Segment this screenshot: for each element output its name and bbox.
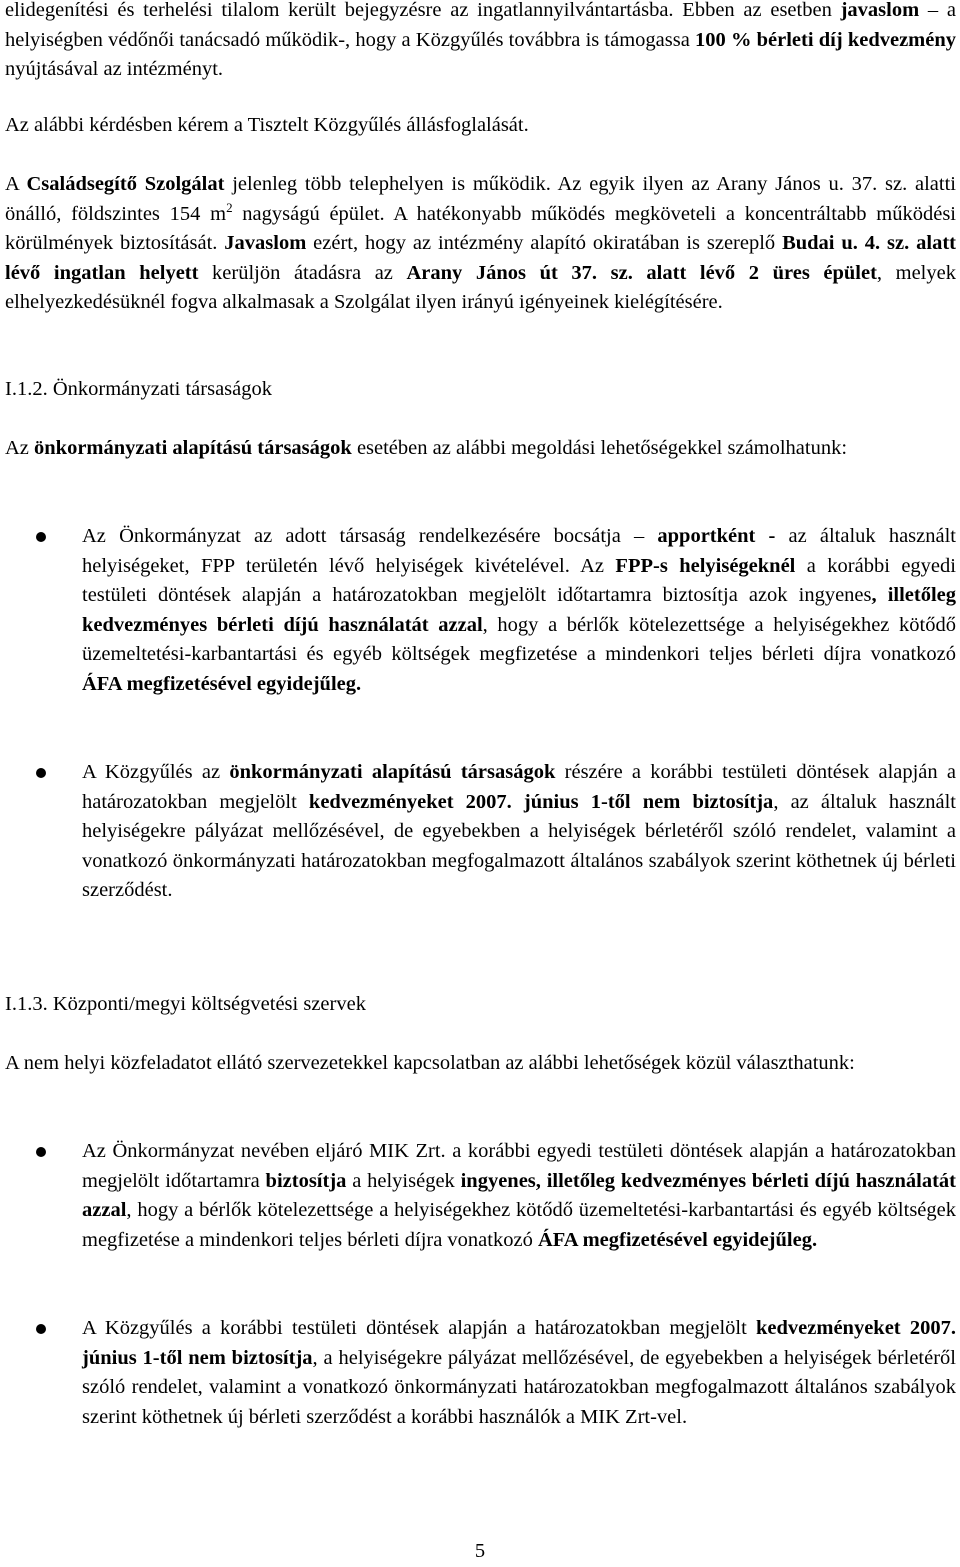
text-run: A Közgyűlés az [82, 761, 230, 783]
bold-run: Arany János út 37. sz. alatt lévő 2 üres épület [406, 261, 877, 284]
bold-run: biztosítja [265, 1169, 347, 1192]
bold-run: kedvezményeket 2007. június 1-től nem biztosítja [82, 1317, 956, 1369]
bold-run: önkormányzati alapítású társaságok [229, 761, 556, 783]
section-heading-onkormanyzati-tarsasagok: I.1.2. Önkormányzati társaságok [5, 378, 272, 400]
paragraph-csaladsegito [5, 170, 956, 318]
text-run: , melyek elhelyezkedésüknél fogva alkalmasak a Szolgálat ilyen irányú igényeinek kielégítésére. [5, 261, 956, 313]
bold-run: , illetőleg kedvezményes bérleti díjú használatát azzal [82, 584, 956, 636]
bold-run: FPP-s helyiségeknél [615, 554, 796, 577]
text-run: – a helyiségben védőnői tanácsadó működik-, hogy a Közgyűlés továbbra is támogassa [5, 0, 956, 51]
bold-run: önkormányzati alapítású társaságok [34, 437, 352, 459]
superscript: 2 [226, 199, 233, 215]
bullet-dot [36, 1147, 46, 1157]
text-run: , az általuk használt helyiségekre pályázat mellőzésével, de egyebekben a helyiségek bérletéről szóló rendelet, valamint a vonatkozó önkormányzati határozatokban megfogalmazott általános szabályok szerint köthetnek új bérleti szerződést. [82, 790, 956, 901]
paragraph-tarsasagok-intro [5, 434, 956, 464]
text-run: , hogy a bérlők kötelezettsége a helyiségekhez kötődő üzemeltetési-karbantartási és egyéb költségek megfizetése a mindenkori teljes bérleti díjra vonatkozó [82, 613, 956, 665]
paragraph-intezmeny-kedvezmeny [5, 0, 956, 85]
list-item-kozgyules-kedvezmenyek [82, 1314, 956, 1432]
text-run: Az [5, 437, 35, 459]
text-run: , hogy a bérlők kötelezettsége a helyiségekhez kötődő üzemeltetési-karbantartási és egyéb költségek megfizetése a mindenkori teljes bérleti díjra vonatkozó [82, 1199, 956, 1251]
bold-run: Budai u. 4. sz. alatt lévő ingatlan helyett [5, 232, 956, 284]
paragraph-allasfoglalas: Az alábbi kérdésben kérem a Tisztelt Közgyűlés állásfoglalását. [5, 114, 529, 136]
text-run: részére a korábbi testületi döntések alapján a határozatokban megjelölt [82, 761, 957, 813]
text-run: kerüljön átadásra az [198, 261, 407, 284]
text-run: a korábbi egyedi testületi döntések alapján a határozatokban megjelölt időtartamra biztosítja azok ingyenes [82, 554, 956, 606]
list-item-mik-zrt [82, 1137, 956, 1255]
bold-run: Családsegítő Szolgálat [26, 173, 225, 195]
bold-run: Javaslom [224, 232, 307, 254]
text-run: Az Önkormányzat az adott társaság rendelkezésére bocsátja – [82, 525, 658, 547]
text-run: esetében az alábbi megoldási lehetőségekkel számolhatunk: [351, 437, 848, 459]
bold-run: ÁFA megfizetésével egyidejűleg. [82, 672, 362, 695]
list-item-kozgyules-tarsasagok [82, 758, 956, 906]
list-item-apport [82, 522, 956, 699]
bold-run: 100 % bérleti díj kedvezmény [695, 28, 957, 51]
text-run: elidegenítési és terhelési tilalom került bejegyzésre az ingatlannyilvántartásba. Ebben az esetben [5, 0, 841, 21]
text-run: nyújtásával az intézményt. [5, 58, 224, 80]
text-run: A [5, 173, 27, 195]
text-run: az általuk használt helyiségeket, FPP területén lévő helyiségek kivételével. Az [82, 525, 956, 577]
text-run: jelenleg több telephelyen is működik. Az egyik ilyen az Arany János u. 37. sz. alatti önálló, földszintes 154 m [5, 173, 956, 225]
bold-run: kedvezményeket 2007. június 1-től nem biztosítja [308, 790, 774, 813]
bullet-dot [36, 768, 46, 778]
text-run: , a helyiségekre pályázat mellőzésével, de egyebekben a helyiségek bérletéről szóló rendelet, valamint a vonatkozó önkormányzati határozatokban megfogalmazott általános szabályok szerint köthetnek új bérleti szerződést a korábbi használók a MIK Zrt-vel. [82, 1346, 956, 1428]
bold-run: javaslom [840, 0, 920, 21]
bold-run: ingyenes, illetőleg kedvezményes bérleti díjú használatát azzal [82, 1169, 956, 1221]
text-run: nagyságú épület. A hatékonyabb működés megköveteli a koncentráltabb működési körülmények biztosítását. [5, 202, 956, 254]
text-run: A Közgyűlés a korábbi testületi döntések alapján a határozatokban megjelölt [82, 1317, 757, 1339]
bullet-dot [36, 532, 46, 542]
page-number: 5 [474, 1540, 486, 1562]
bold-run: apportként - [657, 525, 776, 547]
text-run: ezért, hogy az intézmény alapító okiratában is szereplő [306, 232, 783, 254]
text-run: Az Önkormányzat nevében eljáró MIK Zrt. a korábbi egyedi testületi döntések alapján a határozatokban megjelölt időtartamra [82, 1140, 956, 1192]
bullet-dot [36, 1324, 46, 1334]
paragraph-nem-helyi-kozfeladat: A nem helyi közfeladatot ellátó szervezetekkel kapcsolatban az alábbi lehetőségek közül választhatunk: [5, 1052, 855, 1074]
text-run: a helyiségek [346, 1169, 461, 1192]
bold-run: ÁFA megfizetésével egyidejűleg. [537, 1228, 818, 1251]
section-heading-kozponti-szervek: I.1.3. Központi/megyi költségvetési szervek [5, 993, 366, 1015]
